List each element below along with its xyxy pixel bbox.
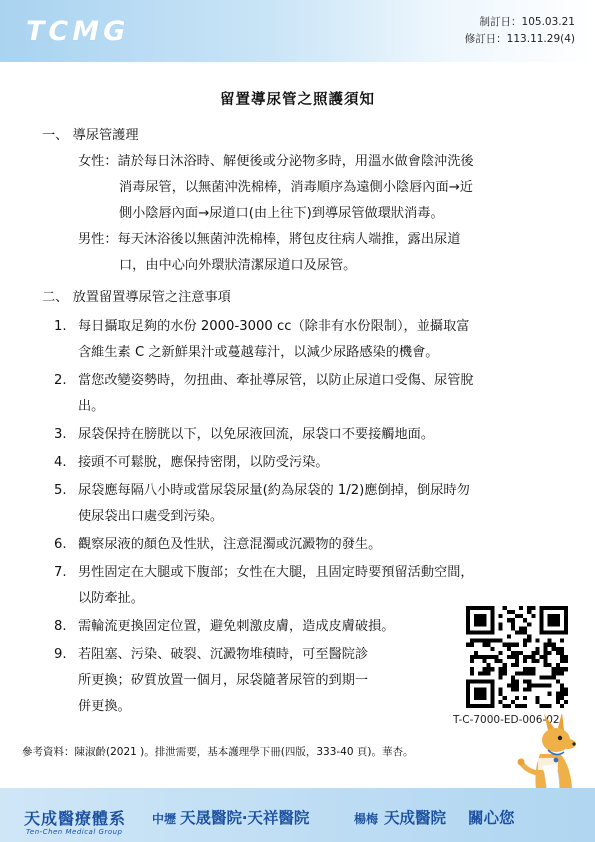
male-care-line: 男性：每天沐浴後以無菌沖洗棉棒，將包皮往病人端推，露出尿道 bbox=[78, 232, 461, 247]
revision-dates bbox=[465, 14, 575, 48]
list-item-text: 併更換。 bbox=[78, 699, 131, 714]
list-item-number: 7. bbox=[54, 565, 67, 580]
page-title: 留置導尿管之照護須知 bbox=[220, 92, 375, 108]
female-care-line: 女性：請於每日沐浴時、解便後或分泌物多時，用溫水做會陰沖洗後 bbox=[78, 154, 474, 169]
footer-hospitals-2: 天成醫院 bbox=[384, 809, 447, 827]
list-item-text: 觀察尿液的顏色及性狀，注意混濁或沉澱物的發生。 bbox=[78, 537, 382, 552]
footer-region-2: 楊梅 bbox=[354, 812, 379, 826]
section-1-heading: 一、 導尿管護理 bbox=[42, 128, 139, 143]
footer-region-1: 中壢 bbox=[152, 812, 177, 826]
footer-brand-en: Ten-Chen Medical Group bbox=[26, 828, 123, 836]
list-item-number: 8. bbox=[54, 619, 67, 634]
list-item-text: 尿袋保持在膀胱以下，以免尿液回流，尿袋口不要接觸地面。 bbox=[78, 427, 435, 442]
revised-date: 修訂日：113.11.29(4) bbox=[464, 33, 575, 45]
list-item-number: 6. bbox=[54, 537, 67, 552]
list-item-number: 9. bbox=[54, 647, 67, 662]
section-2-heading: 二、 放置留置導尿管之注意事項 bbox=[42, 290, 231, 305]
list-item-text: 尿袋應每隔八小時或當尿袋尿量(約為尿袋的 1/2)應倒掉，倒尿時勿 bbox=[78, 483, 470, 498]
list-item-number: 3. bbox=[54, 427, 67, 442]
tcmg-logo: TCMG bbox=[26, 16, 130, 47]
list-item-text: 當您改變姿勢時，勿扭曲、牽扯導尿管，以防止尿道口受傷、尿管脫 bbox=[78, 373, 474, 388]
qr-code-icon bbox=[466, 606, 568, 708]
list-item-text: 使尿袋出口處受到污染。 bbox=[78, 509, 224, 524]
footer-hospitals-1: 天晟醫院‧天祥醫院 bbox=[180, 809, 310, 827]
list-item-text: 出。 bbox=[78, 399, 105, 414]
female-care-line: 側小陰唇內面→尿道口(由上往下)到導尿管做環狀消毒。 bbox=[119, 206, 444, 221]
list-item-text: 所更換；矽質放置一個月，尿袋隨著尿管的到期一 bbox=[78, 673, 369, 688]
reference-text: 參考資料：陳淑齡(2021 )。排泄需要，基本護理學下冊(四版，333-40 頁)。華杏。 bbox=[22, 746, 414, 758]
list-item-number: 2. bbox=[54, 373, 67, 388]
list-item-text: 每日攝取足夠的水份 2000-3000 cc（除非有水份限制），並攝取富 bbox=[78, 319, 470, 334]
female-care-line: 消毒尿管，以無菌沖洗棉棒，消毒順序為遠側小陰唇內面→近 bbox=[119, 180, 473, 195]
list-item-text: 男性固定在大腿或下腹部；女性在大腿，且固定時要預留活動空間， bbox=[78, 565, 474, 580]
male-care-line: 口，由中心向外環狀清潔尿道口及尿管。 bbox=[119, 258, 357, 273]
list-item-text: 以防牽扯。 bbox=[78, 591, 144, 606]
document-code: T-C-7000-ED-006-02 bbox=[453, 714, 560, 726]
created-date: 制訂日：105.03.21 bbox=[479, 16, 575, 28]
list-item-text: 含維生素 C 之新鮮果汁或蔓越莓汁，以減少尿路感染的機會。 bbox=[78, 345, 439, 360]
list-item-number: 1. bbox=[54, 319, 67, 334]
list-item-text: 需輪流更換固定位置，避免刺激皮膚，造成皮膚破損。 bbox=[78, 619, 395, 634]
list-item-text: 若阻塞、污染、破裂、沉澱物堆積時，可至醫院診 bbox=[78, 647, 369, 662]
list-item-text: 接頭不可鬆脫，應保持密閉，以防受污染。 bbox=[78, 455, 329, 470]
footer-brand: 天成醫療體系 bbox=[24, 809, 127, 828]
footer-slogan: 關心您 bbox=[468, 809, 515, 827]
list-item-number: 5. bbox=[54, 483, 67, 498]
list-item-number: 4. bbox=[54, 455, 67, 470]
